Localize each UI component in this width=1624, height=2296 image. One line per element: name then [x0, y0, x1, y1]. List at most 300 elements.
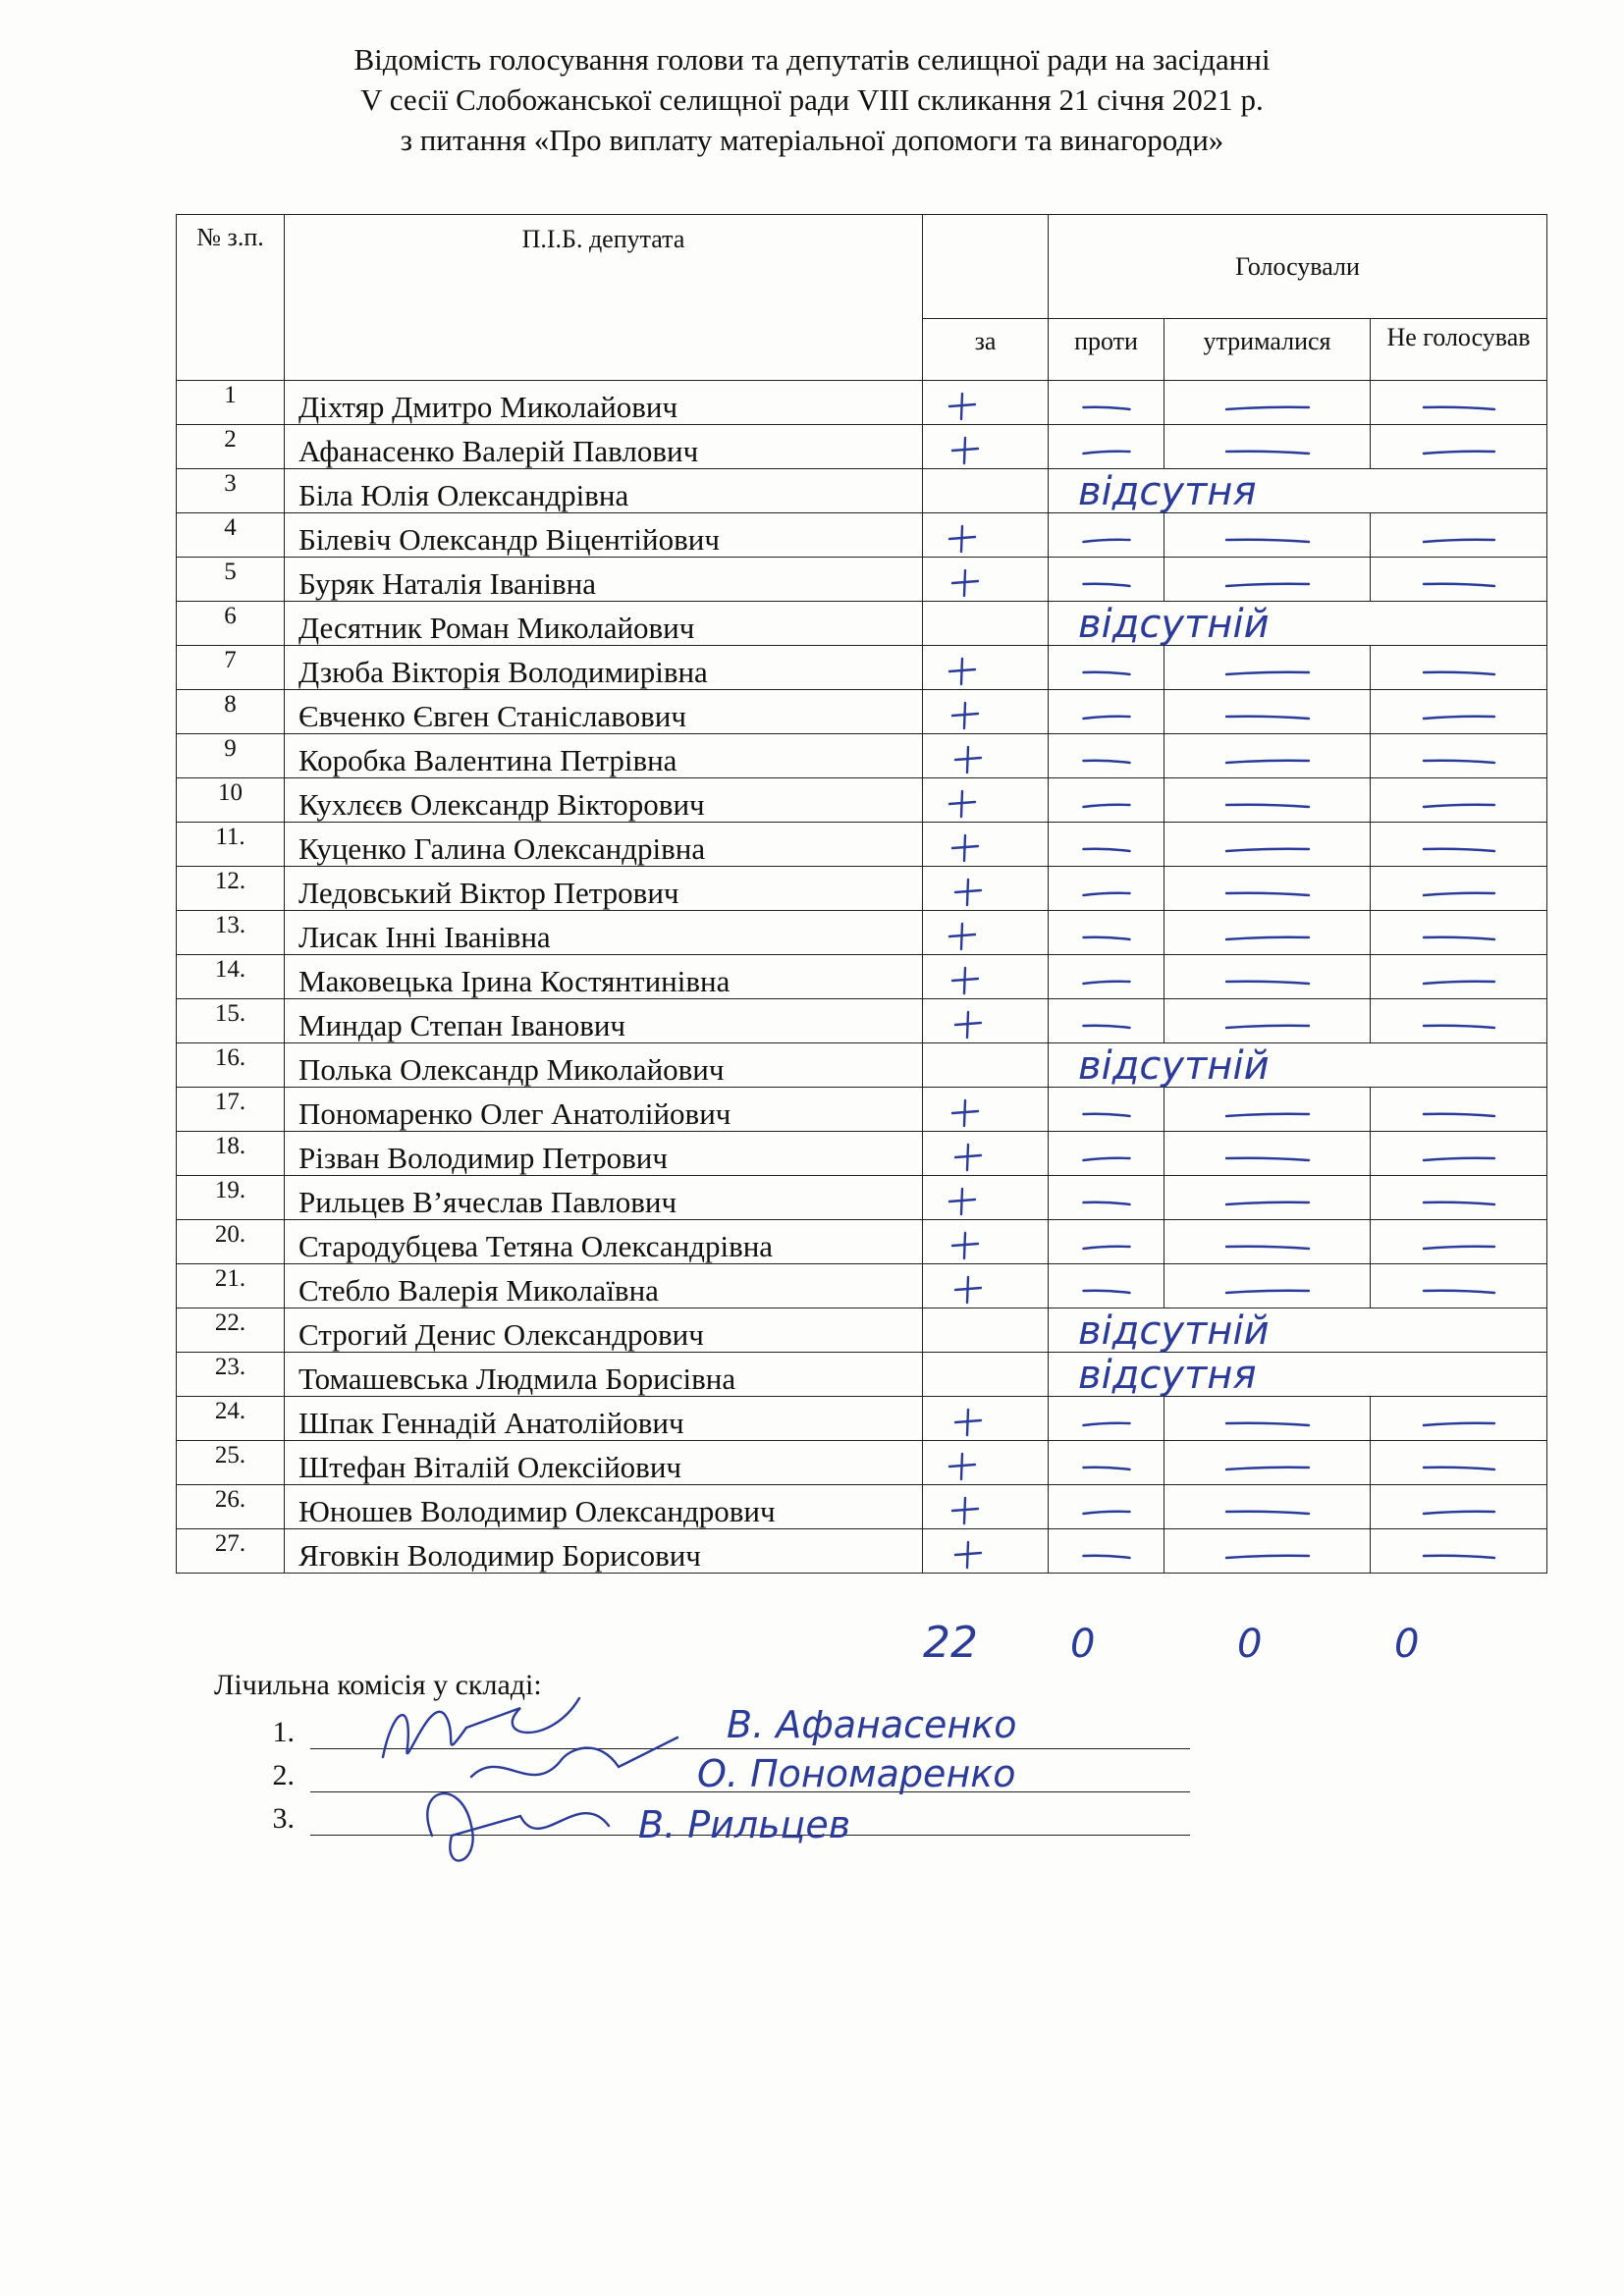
vote-for-cell: [923, 513, 1049, 558]
table-row: [177, 778, 1547, 823]
table-row: [177, 558, 1547, 602]
deputy-name: Євченко Євген Станіславович: [285, 690, 923, 734]
table-row: [177, 1132, 1547, 1176]
vote-for-cell: [923, 1485, 1049, 1529]
row-number: 4: [177, 513, 285, 558]
row-number: 11.: [177, 823, 285, 867]
vote-against-cell: [1049, 955, 1164, 999]
plus-mark: [952, 968, 978, 993]
voting-table: [176, 214, 1547, 1574]
vote-for-cell: [923, 1353, 1049, 1397]
deputy-name: Афанасенко Валерій Павлович: [285, 425, 923, 469]
commission-signatures: [373, 1669, 1178, 1895]
dash-mark: [1083, 672, 1129, 674]
table-row: [177, 381, 1547, 425]
dash-mark: [1226, 1247, 1309, 1249]
dash-mark: [1083, 761, 1129, 763]
vote-for-cell: [923, 1220, 1049, 1264]
dash-mark: [1083, 584, 1129, 586]
vote-abstained-cell: [1164, 1264, 1371, 1308]
vote-against-cell: [1049, 1264, 1164, 1308]
vote-for-cell: [923, 1397, 1049, 1441]
plus-mark: [955, 1410, 981, 1435]
vote-not-voted-cell: [1371, 867, 1547, 911]
deputy-name: Різван Володимир Петрович: [285, 1132, 923, 1176]
row-number: 6: [177, 602, 285, 646]
dash-mark: [1424, 1114, 1494, 1116]
vote-against-cell: [1049, 1220, 1164, 1264]
vote-for-cell: [923, 1132, 1049, 1176]
plus-mark: [955, 1012, 981, 1038]
table-row: [177, 1485, 1547, 1529]
row-number: 15.: [177, 999, 285, 1043]
plus-mark: [952, 438, 978, 463]
deputy-name: Коробка Валентина Петрівна: [285, 734, 923, 778]
absence-note-cell: [1049, 469, 1547, 513]
absence-note-cell: [1049, 1308, 1547, 1353]
vote-abstained-cell: [1164, 778, 1371, 823]
dash-mark: [1424, 407, 1494, 409]
deputy-name: Буряк Наталія Іванівна: [285, 558, 923, 602]
dash-mark: [1424, 1512, 1494, 1514]
vote-against-cell: [1049, 1441, 1164, 1485]
vote-not-voted-cell: [1371, 425, 1547, 469]
vote-abstained-cell: [1164, 1220, 1371, 1264]
vote-for-cell: [923, 1529, 1049, 1574]
table-row: [177, 1176, 1547, 1220]
dash-mark: [1226, 1291, 1309, 1293]
plus-mark: [949, 1454, 975, 1479]
dash-mark: [1083, 937, 1129, 939]
title-line-3: з питання «Про виплату матеріальної допомоги та винагороди»: [400, 123, 1224, 157]
signature-2-scribble: [471, 1737, 677, 1777]
vote-for-cell: [923, 1264, 1049, 1308]
dash-mark: [1424, 1423, 1494, 1425]
dash-mark: [1226, 717, 1309, 719]
dash-mark: [1083, 849, 1129, 851]
dash-mark: [1083, 407, 1129, 409]
table-row: [177, 1308, 1547, 1353]
vote-for-cell: [923, 690, 1049, 734]
table-row: [177, 513, 1547, 558]
vote-not-voted-cell: [1371, 999, 1547, 1043]
vote-abstained-cell: [1164, 1397, 1371, 1441]
dash-mark: [1083, 1423, 1129, 1425]
vote-for-cell: [923, 469, 1049, 513]
row-number: 13.: [177, 911, 285, 955]
dash-mark: [1083, 1291, 1129, 1293]
vote-for-cell: [923, 425, 1049, 469]
table-row: [177, 1353, 1547, 1397]
vote-abstained-cell: [1164, 381, 1371, 425]
row-number: 9: [177, 734, 285, 778]
dash-mark: [1226, 540, 1309, 542]
dash-mark: [1424, 1247, 1494, 1249]
vote-against-cell: [1049, 513, 1164, 558]
deputy-name: Лисак Інні Іванівна: [285, 911, 923, 955]
row-number: 1: [177, 381, 285, 425]
title-line-2: V сесії Слобожанської селищної ради VIII скликання 21 січня 2021 р.: [360, 82, 1264, 117]
dash-mark: [1226, 1423, 1309, 1425]
deputy-name: Маковецька Ірина Костянтинівна: [285, 955, 923, 999]
deputy-name: Строгий Денис Олександрович: [285, 1308, 923, 1353]
vote-against-cell: [1049, 1485, 1164, 1529]
dash-mark: [1083, 452, 1129, 454]
row-number: 21.: [177, 1264, 285, 1308]
vote-abstained-cell: [1164, 646, 1371, 690]
vote-against-cell: [1049, 558, 1164, 602]
dash-mark: [1226, 893, 1309, 895]
vote-not-voted-cell: [1371, 1088, 1547, 1132]
vote-not-voted-cell: [1371, 690, 1547, 734]
vote-for-cell: [923, 558, 1049, 602]
table-row: [177, 1397, 1547, 1441]
absence-note: відсутня: [1078, 469, 1257, 514]
column-header-number: № з.п.: [177, 215, 285, 381]
vote-against-cell: [1049, 425, 1164, 469]
table-row: [177, 602, 1547, 646]
plus-mark: [955, 747, 981, 773]
deputy-name: Білевіч Олександр Віцентійович: [285, 513, 923, 558]
dash-mark: [1083, 717, 1129, 719]
vote-against-cell: [1049, 823, 1164, 867]
vote-for-cell: [923, 734, 1049, 778]
row-number: 20.: [177, 1220, 285, 1264]
vote-not-voted-cell: [1371, 1397, 1547, 1441]
plus-mark: [952, 703, 978, 728]
absence-note: відсутній: [1078, 1043, 1270, 1089]
table-row: [177, 1220, 1547, 1264]
vote-not-voted-cell: [1371, 734, 1547, 778]
total-against: 0: [1070, 1622, 1096, 1667]
dash-mark: [1083, 540, 1129, 542]
table-row: [177, 867, 1547, 911]
plus-mark: [952, 1498, 978, 1523]
table-row: [177, 1529, 1547, 1574]
commission-member-2: О. Пономаренко: [697, 1752, 1016, 1795]
plus-mark: [955, 1277, 981, 1303]
dash-mark: [1424, 584, 1494, 586]
vote-for-cell: [923, 1043, 1049, 1088]
plus-mark: [949, 659, 975, 684]
plus-mark: [949, 526, 975, 552]
dash-mark: [1424, 805, 1494, 807]
vote-not-voted-cell: [1371, 1441, 1547, 1485]
dash-mark: [1424, 540, 1494, 542]
table-row: [177, 1441, 1547, 1485]
dash-mark: [1424, 937, 1494, 939]
vote-against-cell: [1049, 778, 1164, 823]
plus-mark: [952, 835, 978, 861]
vote-not-voted-cell: [1371, 1176, 1547, 1220]
vote-against-cell: [1049, 1176, 1164, 1220]
vote-for-cell: [923, 646, 1049, 690]
vote-against-cell: [1049, 734, 1164, 778]
vote-against-cell: [1049, 867, 1164, 911]
column-header-abstained: утрималися: [1164, 319, 1371, 381]
plus-mark: [955, 1542, 981, 1568]
vote-abstained-cell: [1164, 690, 1371, 734]
column-header-not-voted: Не голосував: [1371, 319, 1547, 381]
deputy-name: Ледовський Віктор Петрович: [285, 867, 923, 911]
vote-abstained-cell: [1164, 1132, 1371, 1176]
dash-mark: [1083, 1512, 1129, 1514]
dash-mark: [1424, 982, 1494, 984]
plus-mark: [949, 924, 975, 949]
total-not-voted: 0: [1394, 1622, 1420, 1667]
vote-not-voted-cell: [1371, 911, 1547, 955]
dash-mark: [1226, 1468, 1309, 1469]
dash-mark: [1083, 982, 1129, 984]
column-header-voted: Голосували: [1049, 215, 1547, 319]
vote-abstained-cell: [1164, 734, 1371, 778]
vote-abstained-cell: [1164, 955, 1371, 999]
vote-abstained-cell: [1164, 425, 1371, 469]
deputy-name: Яговкін Володимир Борисович: [285, 1529, 923, 1574]
vote-against-cell: [1049, 999, 1164, 1043]
row-number: 19.: [177, 1176, 285, 1220]
dash-mark: [1424, 1158, 1494, 1160]
dash-mark: [1424, 761, 1494, 763]
dash-mark: [1083, 805, 1129, 807]
plus-mark: [949, 791, 975, 817]
dash-mark: [1083, 1247, 1129, 1249]
plus-mark: [952, 1100, 978, 1126]
column-header-for: за: [923, 319, 1049, 381]
dash-mark: [1226, 584, 1309, 586]
plus-mark: [952, 570, 978, 596]
table-row: [177, 690, 1547, 734]
table-row: [177, 999, 1547, 1043]
vote-abstained-cell: [1164, 513, 1371, 558]
vote-not-voted-cell: [1371, 1485, 1547, 1529]
deputy-name: Миндар Степан Іванович: [285, 999, 923, 1043]
commission-number-1: 1.: [272, 1716, 295, 1748]
table-row: [177, 911, 1547, 955]
vote-abstained-cell: [1164, 867, 1371, 911]
vote-against-cell: [1049, 1397, 1164, 1441]
vote-against-cell: [1049, 1132, 1164, 1176]
plus-mark: [949, 1189, 975, 1214]
table-row: [177, 955, 1547, 999]
absence-note: відсутній: [1078, 602, 1270, 647]
dash-mark: [1424, 717, 1494, 719]
row-number: 14.: [177, 955, 285, 999]
vote-not-voted-cell: [1371, 1132, 1547, 1176]
plus-mark: [949, 394, 975, 419]
vote-for-cell: [923, 823, 1049, 867]
total-for: 22: [923, 1618, 978, 1668]
vote-against-cell: [1049, 911, 1164, 955]
dash-mark: [1424, 893, 1494, 895]
dash-mark: [1226, 407, 1309, 409]
dash-mark: [1424, 1556, 1494, 1558]
row-number: 8: [177, 690, 285, 734]
vote-not-voted-cell: [1371, 1220, 1547, 1264]
dash-mark: [1083, 893, 1129, 895]
vote-not-voted-cell: [1371, 955, 1547, 999]
vote-against-cell: [1049, 1529, 1164, 1574]
row-number: 2: [177, 425, 285, 469]
row-number: 23.: [177, 1353, 285, 1397]
vote-against-cell: [1049, 690, 1164, 734]
vote-for-cell: [923, 602, 1049, 646]
vote-not-voted-cell: [1371, 646, 1547, 690]
row-number: 25.: [177, 1441, 285, 1485]
row-number: 10: [177, 778, 285, 823]
commission-title: Лічильна комісія у складі:: [214, 1669, 542, 1701]
deputy-name: Томашевська Людмила Борисівна: [285, 1353, 923, 1397]
dash-mark: [1083, 1158, 1129, 1160]
signature-1-scribble: [383, 1698, 579, 1757]
row-number: 22.: [177, 1308, 285, 1353]
dash-mark: [1424, 1468, 1494, 1469]
vote-abstained-cell: [1164, 911, 1371, 955]
vote-against-cell: [1049, 381, 1164, 425]
vote-against-cell: [1049, 1088, 1164, 1132]
deputy-name: Пономаренко Олег Анатолійович: [285, 1088, 923, 1132]
dash-mark: [1226, 805, 1309, 807]
plus-mark: [955, 1145, 981, 1170]
table-row: [177, 1264, 1547, 1308]
dash-mark: [1083, 1468, 1129, 1469]
vote-abstained-cell: [1164, 1529, 1371, 1574]
absence-note: відсутня: [1078, 1353, 1257, 1398]
dash-mark: [1083, 1114, 1129, 1116]
absence-note: відсутній: [1078, 1308, 1270, 1354]
deputy-name: Юношев Володимир Олександрович: [285, 1485, 923, 1529]
dash-mark: [1424, 452, 1494, 454]
vote-abstained-cell: [1164, 558, 1371, 602]
commission-number-2: 2.: [272, 1759, 295, 1791]
table-body: [177, 381, 1547, 1574]
vote-not-voted-cell: [1371, 513, 1547, 558]
vote-abstained-cell: [1164, 999, 1371, 1043]
row-number: 24.: [177, 1397, 285, 1441]
deputy-name: Стародубцева Тетяна Олександрівна: [285, 1220, 923, 1264]
dash-mark: [1226, 1114, 1309, 1116]
vote-for-cell: [923, 381, 1049, 425]
column-header-against: проти: [1049, 319, 1164, 381]
table-row: [177, 734, 1547, 778]
dash-mark: [1424, 1291, 1494, 1293]
deputy-name: Шпак Геннадій Анатолійович: [285, 1397, 923, 1441]
deputy-name: Діхтяр Дмитро Миколайович: [285, 381, 923, 425]
deputy-name: Рильцев В’ячеслав Павлович: [285, 1176, 923, 1220]
vote-for-cell: [923, 1088, 1049, 1132]
dash-mark: [1424, 849, 1494, 851]
deputy-name: Кухлєєв Олександр Вікторович: [285, 778, 923, 823]
vote-for-cell: [923, 999, 1049, 1043]
column-header-name: П.І.Б. депутата: [285, 215, 923, 381]
signature-3-scribble: [427, 1793, 609, 1860]
vote-for-cell: [923, 955, 1049, 999]
dash-mark: [1226, 1026, 1309, 1028]
vote-not-voted-cell: [1371, 381, 1547, 425]
dash-mark: [1226, 1202, 1309, 1204]
dash-mark: [1083, 1556, 1129, 1558]
absence-note-cell: [1049, 1353, 1547, 1397]
row-number: 16.: [177, 1043, 285, 1088]
vote-not-voted-cell: [1371, 1529, 1547, 1574]
vote-for-cell: [923, 1308, 1049, 1353]
commission-number-3: 3.: [272, 1802, 295, 1835]
table-row: [177, 1043, 1547, 1088]
row-number: 12.: [177, 867, 285, 911]
table-row: [177, 646, 1547, 690]
vote-abstained-cell: [1164, 1176, 1371, 1220]
deputy-name: Полька Олександр Миколайович: [285, 1043, 923, 1088]
dash-mark: [1424, 1026, 1494, 1028]
deputy-name: Стебло Валерія Миколаївна: [285, 1264, 923, 1308]
row-number: 17.: [177, 1088, 285, 1132]
vote-not-voted-cell: [1371, 823, 1547, 867]
row-number: 5: [177, 558, 285, 602]
row-number: 3: [177, 469, 285, 513]
row-number: 18.: [177, 1132, 285, 1176]
deputy-name: Куценко Галина Олександрівна: [285, 823, 923, 867]
vote-against-cell: [1049, 646, 1164, 690]
vote-for-cell: [923, 1176, 1049, 1220]
row-number: 7: [177, 646, 285, 690]
deputy-name: Штефан Віталій Олексійович: [285, 1441, 923, 1485]
deputy-name: Десятник Роман Миколайович: [285, 602, 923, 646]
dash-mark: [1226, 1512, 1309, 1514]
deputy-name: Біла Юлія Олександрівна: [285, 469, 923, 513]
document-header: [0, 39, 1624, 160]
dash-mark: [1226, 849, 1309, 851]
vote-abstained-cell: [1164, 1485, 1371, 1529]
vote-not-voted-cell: [1371, 778, 1547, 823]
title-line-1: Відомість голосування голови та депутатів селищної ради на засіданні: [353, 42, 1271, 77]
dash-mark: [1226, 452, 1309, 454]
vote-for-cell: [923, 1441, 1049, 1485]
absence-note-cell: [1049, 1043, 1547, 1088]
dash-mark: [1083, 1026, 1129, 1028]
commission-member-3: В. Рильцев: [638, 1803, 851, 1846]
plus-mark: [955, 880, 981, 905]
absence-note-cell: [1049, 602, 1547, 646]
vote-for-cell: [923, 867, 1049, 911]
vote-not-voted-cell: [1371, 558, 1547, 602]
vote-not-voted-cell: [1371, 1264, 1547, 1308]
vote-for-cell: [923, 778, 1049, 823]
table-row: [177, 823, 1547, 867]
dash-mark: [1083, 1202, 1129, 1204]
vote-for-cell: [923, 911, 1049, 955]
dash-mark: [1226, 937, 1309, 939]
plus-mark: [952, 1233, 978, 1258]
total-abstained: 0: [1237, 1622, 1263, 1667]
commission-member-1: В. Афанасенко: [727, 1703, 1017, 1746]
dash-mark: [1226, 982, 1309, 984]
deputy-name: Дзюба Вікторія Володимирівна: [285, 646, 923, 690]
table-row: [177, 469, 1547, 513]
vote-abstained-cell: [1164, 823, 1371, 867]
vote-abstained-cell: [1164, 1088, 1371, 1132]
dash-mark: [1226, 761, 1309, 763]
vote-abstained-cell: [1164, 1441, 1371, 1485]
dash-mark: [1226, 672, 1309, 674]
table-row: [177, 425, 1547, 469]
row-number: 27.: [177, 1529, 285, 1574]
vote-totals: [923, 1610, 1473, 1669]
dash-mark: [1226, 1158, 1309, 1160]
row-number: 26.: [177, 1485, 285, 1529]
dash-mark: [1424, 672, 1494, 674]
dash-mark: [1424, 1202, 1494, 1204]
dash-mark: [1226, 1556, 1309, 1558]
